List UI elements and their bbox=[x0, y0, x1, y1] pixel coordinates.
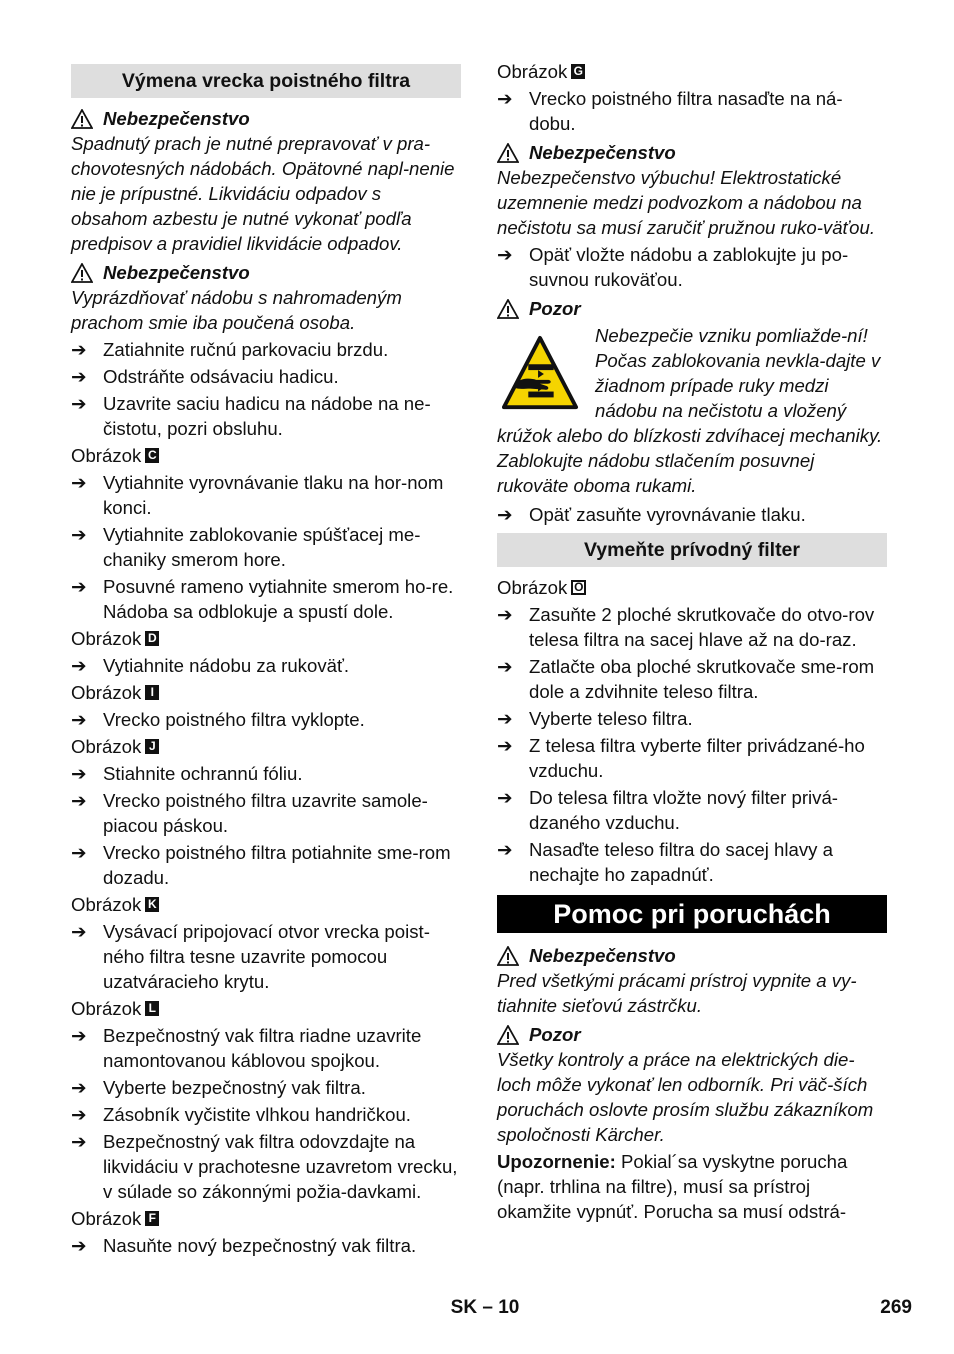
instruction-step bbox=[71, 522, 461, 572]
figure-reference-g: Obrázok G bbox=[497, 59, 887, 84]
instruction-step bbox=[71, 919, 461, 994]
instruction-step bbox=[497, 733, 887, 783]
arrow-right-icon: ➔ bbox=[497, 735, 513, 756]
instruction-step bbox=[71, 1023, 461, 1073]
caution-text: Všetky kontroly a práce na elektrických die-loch môže vykonať len odborník. Pri väč-ších poruchách oslovte prosím službu zákazníkom spoločnosti Kärcher. bbox=[497, 1049, 874, 1145]
step-list bbox=[497, 86, 887, 136]
instruction-text: Zatiahnite ručnú parkovaciu brzdu. bbox=[103, 339, 389, 360]
instruction-step bbox=[497, 502, 887, 527]
instruction-text: Zatlačte oba ploché skrutkovače sme-rom dole a zdvihnite teleso filtra. bbox=[529, 656, 875, 702]
instruction-step bbox=[71, 840, 461, 890]
note-paragraph bbox=[497, 1149, 887, 1224]
arrow-right-icon: ➔ bbox=[497, 708, 513, 729]
instruction-text: Vyberte bezpečnostný vak filtra. bbox=[103, 1077, 366, 1098]
figure-reference-j: Obrázok J bbox=[71, 734, 461, 759]
instruction-step bbox=[71, 707, 461, 732]
instruction-step bbox=[71, 1075, 461, 1100]
caution-block bbox=[497, 323, 887, 500]
instruction-text: Vrecko poistného filtra nasaďte na ná-dobu. bbox=[529, 88, 843, 134]
caution-notice-2 bbox=[497, 1022, 887, 1047]
note-text: Pokial´sa vyskytne porucha (napr. trhlina na filtre), musí sa prístroj okamžite vypnúť. Porucha sa musí odstrá- bbox=[497, 1151, 848, 1222]
instruction-text: Opäť vložte nádobu a zablokujte ju po-suvnou rukoväťou. bbox=[529, 244, 849, 290]
caution-notice-1 bbox=[497, 296, 887, 321]
arrow-right-icon: ➔ bbox=[71, 921, 87, 942]
arrow-right-icon: ➔ bbox=[71, 339, 87, 360]
arrow-right-icon: ➔ bbox=[497, 787, 513, 808]
danger-notice-2 bbox=[71, 260, 461, 285]
warning-triangle-icon bbox=[497, 299, 519, 319]
arrow-right-icon: ➔ bbox=[497, 839, 513, 860]
instruction-text: Posuvné rameno vytiahnite smerom ho-re. Nádoba sa odblokuje a spustí dole. bbox=[103, 576, 454, 622]
warning-triangle-icon bbox=[497, 143, 519, 163]
arrow-right-icon: ➔ bbox=[497, 604, 513, 625]
step-list bbox=[71, 1023, 461, 1204]
instruction-step bbox=[71, 1129, 461, 1204]
instruction-step bbox=[71, 574, 461, 624]
step-list bbox=[497, 602, 887, 887]
instruction-step bbox=[71, 470, 461, 520]
instruction-text: Bezpečnostný vak filtra odovzdajte na likvidáciu v prachotesne uzavretom vrecku, v súlade so zákonnými požia-davkami. bbox=[103, 1131, 458, 1202]
arrow-right-icon: ➔ bbox=[71, 1077, 87, 1098]
instruction-text: Vytiahnite nádobu za rukoväť. bbox=[103, 655, 350, 676]
figure-reference-f: Obrázok F bbox=[71, 1206, 461, 1231]
hand-crush-hazard-icon bbox=[501, 335, 579, 413]
instruction-text: Nasaďte teleso filtra do sacej hlavy a nechajte ho zapadnúť. bbox=[529, 839, 833, 885]
instruction-step bbox=[497, 602, 887, 652]
instruction-text: Zasuňte 2 ploché skrutkovače do otvo-rov telesa filtra na sacej hlave až na do-raz. bbox=[529, 604, 875, 650]
warning-triangle-icon bbox=[497, 1025, 519, 1045]
instruction-step bbox=[71, 761, 461, 786]
warning-triangle-icon bbox=[71, 109, 93, 129]
instruction-text: Zásobník vyčistite vlhkou handričkou. bbox=[103, 1104, 411, 1125]
step-list bbox=[71, 919, 461, 994]
arrow-right-icon: ➔ bbox=[71, 709, 87, 730]
instruction-step bbox=[71, 364, 461, 389]
caution-text: Nebezpečie vzniku pomliažde-ní! Počas zablokovania nevkla-dajte v žiadnom prípade ruky medzi nádobu na nečistotu a vložený krúžok alebo do blízkosti zdvíhacej mechaniky. Zablokujte nádobu stlačením posuvnej rukoväte oboma rukami. bbox=[497, 325, 883, 496]
instruction-text: Odstráňte odsávaciu hadicu. bbox=[103, 366, 339, 387]
arrow-right-icon: ➔ bbox=[71, 472, 87, 493]
arrow-right-icon: ➔ bbox=[71, 790, 87, 811]
warning-triangle-icon bbox=[71, 263, 93, 283]
danger-notice-4 bbox=[497, 943, 887, 968]
danger-notice-3 bbox=[497, 140, 887, 165]
arrow-right-icon: ➔ bbox=[71, 655, 87, 676]
instruction-step bbox=[497, 654, 887, 704]
danger-label: Nebezpečenstvo bbox=[529, 945, 676, 966]
instruction-text: Vrecko poistného filtra potiahnite sme-rom dozadu. bbox=[103, 842, 451, 888]
arrow-right-icon: ➔ bbox=[71, 842, 87, 863]
step-list bbox=[71, 653, 461, 678]
instruction-step bbox=[497, 86, 887, 136]
arrow-right-icon: ➔ bbox=[71, 1235, 87, 1256]
caution-label: Pozor bbox=[529, 298, 581, 319]
instruction-step bbox=[71, 1233, 461, 1258]
caution-label: Pozor bbox=[529, 1024, 581, 1045]
arrow-right-icon: ➔ bbox=[71, 366, 87, 387]
danger-text: Spadnutý prach je nutné prepravovať v pra-chovotesných nádobách. Opätovné napl-nenie nie je prípustné. Likvidáciu odpadov s obsahom azbestu je nutné vykonať podľa predpisov a pravidiel likvidácie odpadov. bbox=[71, 133, 455, 254]
instruction-text: Stiahnite ochrannú fóliu. bbox=[103, 763, 303, 784]
figure-reference-d: Obrázok D bbox=[71, 626, 461, 651]
instruction-step bbox=[71, 391, 461, 441]
section-header-filter-bag: Výmena vrecka poistného filtra bbox=[71, 64, 461, 98]
warning-triangle-icon bbox=[497, 946, 519, 966]
danger-label: Nebezpečenstvo bbox=[529, 142, 676, 163]
instruction-step bbox=[497, 785, 887, 835]
instruction-text: Nasuňte nový bezpečnostný vak filtra. bbox=[103, 1235, 417, 1256]
instruction-text: Vyberte teleso filtra. bbox=[529, 708, 693, 729]
danger-notice-1 bbox=[71, 106, 461, 131]
instruction-step bbox=[71, 653, 461, 678]
arrow-right-icon: ➔ bbox=[497, 244, 513, 265]
figure-reference-c: Obrázok C bbox=[71, 443, 461, 468]
instruction-text: Z telesa filtra vyberte filter privádzané-ho vzduchu. bbox=[529, 735, 865, 781]
step-list bbox=[497, 502, 887, 527]
section-header-intake-filter: Vymeňte prívodný filter bbox=[497, 533, 887, 567]
danger-text: Nebezpečenstvo výbuchu! Elektrostatické uzemnenie medzi podvozkom a nádobou na nečistotu sa musí zaručiť pružnou ruko-väťou. bbox=[497, 167, 875, 238]
step-list bbox=[71, 761, 461, 890]
figure-reference-l: Obrázok L bbox=[71, 996, 461, 1021]
step-list bbox=[71, 470, 461, 624]
danger-text: Vyprázdňovať nádobu s nahromadeným prachom smie iba poučená osoba. bbox=[71, 287, 402, 333]
chapter-header-troubleshooting: Pomoc pri poruchách bbox=[497, 895, 887, 933]
instruction-step bbox=[71, 788, 461, 838]
step-list bbox=[71, 1233, 461, 1258]
instruction-text: Do telesa filtra vložte nový filter privá-dzaného vzduchu. bbox=[529, 787, 838, 833]
arrow-right-icon: ➔ bbox=[71, 393, 87, 414]
step-list bbox=[71, 707, 461, 732]
left-column bbox=[71, 58, 461, 1260]
instruction-step bbox=[71, 337, 461, 362]
step-list bbox=[71, 337, 461, 441]
arrow-right-icon: ➔ bbox=[497, 656, 513, 677]
arrow-right-icon: ➔ bbox=[497, 88, 513, 109]
arrow-right-icon: ➔ bbox=[71, 524, 87, 545]
instruction-text: Opäť zasuňte vyrovnávanie tlaku. bbox=[529, 504, 806, 525]
danger-label: Nebezpečenstvo bbox=[103, 108, 250, 129]
arrow-right-icon: ➔ bbox=[497, 504, 513, 525]
instruction-text: Vrecko poistného filtra vyklopte. bbox=[103, 709, 365, 730]
arrow-right-icon: ➔ bbox=[71, 576, 87, 597]
note-label: Upozornenie: bbox=[497, 1151, 616, 1172]
danger-text: Pred všetkými prácami prístroj vypnite a vy-tiahnite sieťovú zástrčku. bbox=[497, 970, 857, 1016]
danger-label: Nebezpečenstvo bbox=[103, 262, 250, 283]
instruction-text: Vytiahnite vyrovnávanie tlaku na hor-nom konci. bbox=[103, 472, 444, 518]
instruction-text: Bezpečnostný vak filtra riadne uzavrite namontovanou káblovou spojkou. bbox=[103, 1025, 422, 1071]
arrow-right-icon: ➔ bbox=[71, 1104, 87, 1125]
arrow-right-icon: ➔ bbox=[71, 1131, 87, 1152]
instruction-text: Vysávací pripojovací otvor vrecka poist-ného filtra tesne uzavrite pomocou uzatváracieho krytu. bbox=[103, 921, 430, 992]
instruction-step bbox=[497, 837, 887, 887]
instruction-text: Uzavrite saciu hadicu na nádobe na ne-čistotu, pozri obsluhu. bbox=[103, 393, 431, 439]
page-section-label: SK – 10 bbox=[450, 1297, 520, 1318]
instruction-step bbox=[497, 706, 887, 731]
page-number: 269 bbox=[880, 1297, 912, 1318]
arrow-right-icon: ➔ bbox=[71, 1025, 87, 1046]
instruction-step bbox=[71, 1102, 461, 1127]
instruction-step bbox=[497, 242, 887, 292]
instruction-text: Vytiahnite zablokovanie spúšťacej me-chaniky smerom hore. bbox=[103, 524, 421, 570]
step-list bbox=[497, 242, 887, 292]
figure-reference-k: Obrázok K bbox=[71, 892, 461, 917]
instruction-text: Vrecko poistného filtra uzavrite samole-piacou páskou. bbox=[103, 790, 428, 836]
right-column bbox=[497, 58, 887, 1224]
arrow-right-icon: ➔ bbox=[71, 763, 87, 784]
figure-reference-i: Obrázok I bbox=[71, 680, 461, 705]
figure-reference-o: Obrázok O bbox=[497, 575, 887, 600]
